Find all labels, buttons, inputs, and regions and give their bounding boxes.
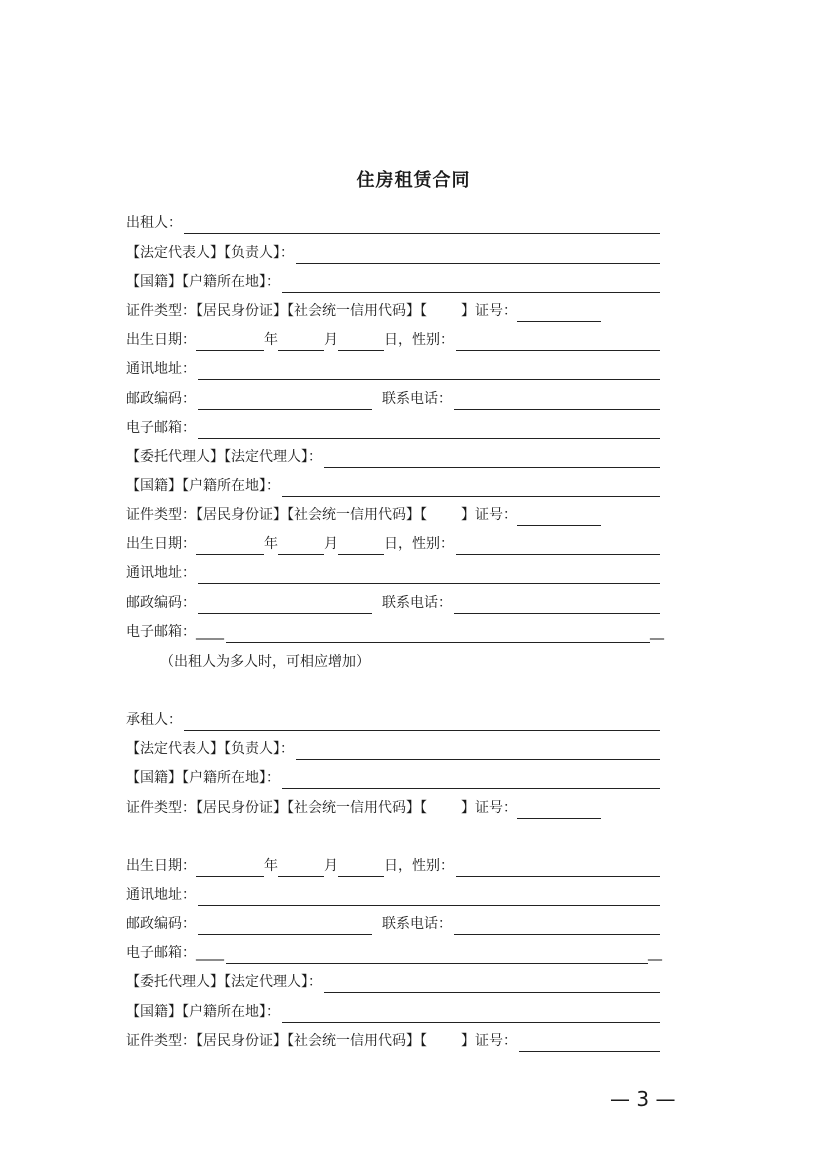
- agent-label: 【委托代理人】【法定代理人】：: [126, 974, 322, 990]
- postcode-label: 邮政编码：: [126, 595, 196, 611]
- lessee-label: 承租人：: [126, 712, 182, 728]
- nationality-label: 【国籍】【户籍所在地】：: [126, 770, 280, 786]
- lessor-id-row: [126, 300, 660, 322]
- birth-month-field[interactable]: [278, 538, 324, 555]
- email-tail-blank: __: [648, 945, 662, 961]
- lessor-agent-row: [126, 446, 660, 468]
- agent-field[interactable]: [324, 976, 660, 993]
- lessor-row: [126, 212, 660, 234]
- day-gender-label: 日，性别：: [384, 536, 454, 552]
- birth-month-field[interactable]: [278, 860, 324, 877]
- lessor-field[interactable]: [184, 217, 660, 234]
- id-number-label: 】证号：: [461, 303, 517, 319]
- id-number-label: 】证号：: [461, 800, 517, 816]
- agent-postcode-row: [126, 592, 660, 614]
- phone-field[interactable]: [454, 393, 660, 410]
- agent-label: 【委托代理人】【法定代理人】：: [126, 449, 322, 465]
- address-field[interactable]: [198, 567, 660, 584]
- multiple-lessors-note: （出租人为多人时，可相应增加）: [160, 654, 370, 670]
- birth-label: 出生日期：: [126, 858, 196, 874]
- lessee-field[interactable]: [184, 714, 660, 731]
- birth-label: 出生日期：: [126, 536, 196, 552]
- lessee-postcode-row: [126, 913, 660, 935]
- address-label: 通讯地址：: [126, 361, 196, 377]
- id-number-field[interactable]: [517, 802, 601, 819]
- year-label: 年: [264, 858, 278, 874]
- month-label: 月: [324, 332, 338, 348]
- lessor-legal-rep-row: [126, 242, 660, 264]
- lessee-row: [126, 709, 660, 731]
- lessee-address-row: [126, 884, 660, 906]
- month-label: 月: [324, 858, 338, 874]
- lessee-email-row: [126, 942, 662, 964]
- email-label: 电子邮箱：: [126, 420, 196, 436]
- birth-month-field[interactable]: [278, 334, 324, 351]
- lessor-postcode-row: [126, 388, 660, 410]
- nationality-field[interactable]: [282, 772, 660, 789]
- year-label: 年: [264, 536, 278, 552]
- id-number-field[interactable]: [519, 1035, 660, 1052]
- year-label: 年: [264, 332, 278, 348]
- email-label: 电子邮箱：: [126, 945, 196, 961]
- email-field[interactable]: [226, 626, 650, 643]
- agent-id-row: [126, 504, 660, 526]
- nationality-label: 【国籍】【户籍所在地】：: [126, 478, 280, 494]
- nationality-label: 【国籍】【户籍所在地】：: [126, 1004, 280, 1020]
- lessor-label: 出租人：: [126, 215, 182, 231]
- id-type-label: 证件类型：【居民身份证】【社会统一信用代码】【: [126, 507, 427, 523]
- legal-rep-field[interactable]: [296, 247, 660, 264]
- birth-day-field[interactable]: [338, 860, 384, 877]
- lessee-agent-id-row: [126, 1030, 660, 1052]
- address-field[interactable]: [198, 889, 660, 906]
- id-type-label: 证件类型：【居民身份证】【社会统一信用代码】【: [126, 1033, 427, 1049]
- birth-year-field[interactable]: [196, 538, 264, 555]
- address-label: 通讯地址：: [126, 887, 196, 903]
- phone-field[interactable]: [454, 918, 660, 935]
- email-tail-blank: __: [650, 624, 664, 640]
- email-lead-blank: ____: [196, 624, 224, 640]
- postcode-field[interactable]: [198, 393, 372, 410]
- lessee-id-row: [126, 797, 660, 819]
- postcode-label: 邮政编码：: [126, 916, 196, 932]
- address-label: 通讯地址：: [126, 565, 196, 581]
- nationality-label: 【国籍】【户籍所在地】：: [126, 274, 280, 290]
- day-gender-label: 日，性别：: [384, 858, 454, 874]
- id-type-label: 证件类型：【居民身份证】【社会统一信用代码】【: [126, 303, 427, 319]
- month-label: 月: [324, 536, 338, 552]
- agent-nationality-row: [126, 475, 660, 497]
- page-number: — 3 —: [610, 1087, 676, 1111]
- id-type-label: 证件类型：【居民身份证】【社会统一信用代码】【: [126, 800, 427, 816]
- phone-label: 联系电话：: [382, 595, 452, 611]
- lessee-legal-rep-row: [126, 738, 660, 760]
- gender-field[interactable]: [456, 860, 660, 877]
- id-number-label: 】证号：: [461, 1033, 517, 1049]
- nationality-field[interactable]: [282, 480, 660, 497]
- address-field[interactable]: [198, 363, 660, 380]
- lessor-nationality-row: [126, 271, 660, 293]
- email-label: 电子邮箱：: [126, 624, 196, 640]
- id-number-field[interactable]: [517, 305, 601, 322]
- gender-field[interactable]: [456, 334, 660, 351]
- legal-rep-field[interactable]: [296, 743, 660, 760]
- phone-label: 联系电话：: [382, 391, 452, 407]
- lessee-agent-row: [126, 971, 660, 993]
- id-number-label: 】证号：: [461, 507, 517, 523]
- phone-label: 联系电话：: [382, 916, 452, 932]
- lessee-agent-nationality-row: [126, 1001, 660, 1023]
- agent-birth-row: [126, 533, 660, 555]
- birth-label: 出生日期：: [126, 332, 196, 348]
- birth-day-field[interactable]: [338, 334, 384, 351]
- agent-email-row: [126, 621, 664, 643]
- lessee-nationality-row: [126, 767, 660, 789]
- gender-field[interactable]: [456, 538, 660, 555]
- birth-year-field[interactable]: [196, 860, 264, 877]
- nationality-field[interactable]: [282, 276, 660, 293]
- legal-rep-label: 【法定代表人】【负责人】：: [126, 245, 294, 261]
- email-field[interactable]: [198, 422, 660, 439]
- phone-field[interactable]: [454, 597, 660, 614]
- lessor-address-row: [126, 358, 660, 380]
- lessor-birth-row: [126, 329, 660, 351]
- agent-field[interactable]: [324, 451, 660, 468]
- postcode-field[interactable]: [198, 918, 372, 935]
- postcode-label: 邮政编码：: [126, 391, 196, 407]
- email-lead-blank: ____: [196, 945, 224, 961]
- lessee-birth-row: [126, 855, 660, 877]
- birth-year-field[interactable]: [196, 334, 264, 351]
- legal-rep-label: 【法定代表人】【负责人】：: [126, 741, 294, 757]
- email-field[interactable]: [226, 947, 648, 964]
- nationality-field[interactable]: [282, 1006, 660, 1023]
- birth-day-field[interactable]: [338, 538, 384, 555]
- postcode-field[interactable]: [198, 597, 372, 614]
- day-gender-label: 日，性别：: [384, 332, 454, 348]
- id-number-field[interactable]: [517, 509, 601, 526]
- agent-address-row: [126, 562, 660, 584]
- document-title: 住房租赁合同: [356, 170, 471, 191]
- lessor-email-row: [126, 417, 660, 439]
